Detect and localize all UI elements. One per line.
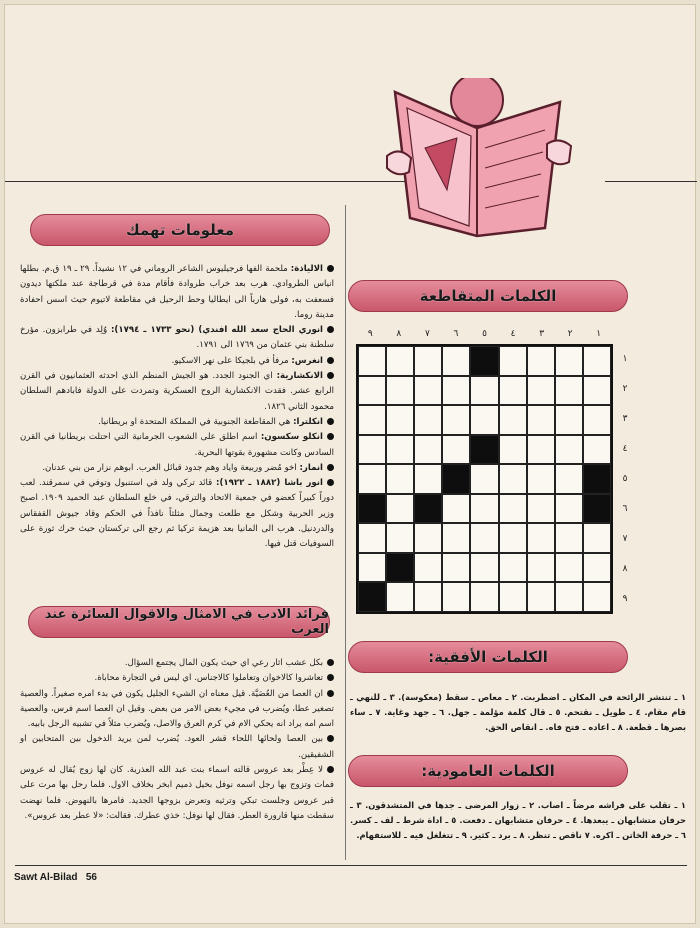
info-text: مرفأ في بلجيكا على نهر الاسكيو. <box>171 355 292 366</box>
across-heading-banner <box>348 641 628 673</box>
bullet-icon <box>327 265 334 272</box>
column-number: ٣ <box>539 329 545 339</box>
crossword-cell[interactable] <box>555 464 583 494</box>
crossword-cell[interactable] <box>386 582 414 612</box>
row-number: ٢ <box>622 384 628 394</box>
crossword-grid <box>356 344 613 614</box>
crossword-heading: الكلمات المتقاطعة <box>419 287 557 305</box>
info-text: اي الجنود الجدد. هو الجيش المنظم الذي احدثه العثمانيون في القرن الرابع عشر. فقدت الانكشارية الروح العسكرية وتمردت على الدولة فابادهم السلطان محمود الثاني ١٨٢٦. <box>20 371 334 412</box>
crossword-cell[interactable] <box>386 523 414 553</box>
crossword-cell[interactable] <box>414 553 442 583</box>
proverbs-heading: فرائد الادب في الامثال والاقوال السائرة عند العرب <box>44 607 329 637</box>
bottom-rule <box>15 865 687 866</box>
bullet-icon <box>327 372 334 379</box>
crossword-cell[interactable] <box>583 346 611 376</box>
crossword-cell[interactable] <box>414 435 442 465</box>
info-term: انغرس: <box>291 355 323 366</box>
crossword-cell[interactable] <box>527 405 555 435</box>
crossword-cell[interactable] <box>527 494 555 524</box>
column-divider <box>345 205 346 860</box>
info-term: انكلترا: <box>293 416 323 427</box>
crossword-cell[interactable] <box>555 523 583 553</box>
info-term: انوري الحاج سعد الله افندي) (نحو ١٧٣٣ ـ ١٧٩٤): <box>110 325 324 336</box>
page-number: 56 <box>85 872 97 883</box>
row-number: ٨ <box>622 564 628 574</box>
crossword-cell[interactable] <box>583 582 611 612</box>
crossword-cell[interactable] <box>583 435 611 465</box>
crossword-cell[interactable] <box>470 553 498 583</box>
proverb-text: ان العصا من العُصَيَّة. قيل معناه ان الشيء الجليل يكون في بدء امره صغيراً. والعصية تصغير عطا، ويُضرب في مجيء بعض الامر من بعض. وقيل ان العصا اسم فرس، والعصية اسم امه يراد انه يحكي الام في كرم العرق والاصل، ويُضرب مثلاً في تشبيه الرجل بابيه. <box>20 688 334 730</box>
crossword-cell[interactable] <box>499 376 527 406</box>
crossword-cell[interactable] <box>414 376 442 406</box>
row-number: ١ <box>622 354 628 364</box>
proverb-item <box>20 687 334 733</box>
crossword-cell[interactable] <box>470 405 498 435</box>
bullet-icon <box>327 766 334 773</box>
crossword-cell[interactable] <box>386 435 414 465</box>
crossword-cell[interactable] <box>358 523 386 553</box>
black-cell <box>442 464 470 494</box>
crossword-cell[interactable] <box>499 464 527 494</box>
crossword-cell[interactable] <box>555 494 583 524</box>
crossword-cell[interactable] <box>386 464 414 494</box>
info-text: وُلِد في طرابزون. مؤرخ سلطنة بني عثمان من ١٧٦٩ الى ١٧٩١. <box>20 325 334 351</box>
row-number: ٥ <box>622 474 628 484</box>
top-rule-left <box>5 181 410 182</box>
black-cell <box>414 494 442 524</box>
crossword-cell[interactable] <box>442 494 470 524</box>
crossword-cell[interactable] <box>555 582 583 612</box>
proverb-text: بكل عشب اثار رعي اي حيث يكون المال يجتمع السؤال. <box>124 658 323 668</box>
magazine-name: Sawt Al-Bilad <box>14 872 78 883</box>
crossword-cell[interactable] <box>386 405 414 435</box>
info-item <box>20 262 334 323</box>
bullet-icon <box>327 433 334 440</box>
info-term: انور باشا (١٨٨٢ ـ ١٩٢٢): <box>216 478 323 489</box>
crossword-cell[interactable] <box>442 553 470 583</box>
crossword-column-numbers <box>356 329 613 341</box>
crossword-heading-banner <box>348 280 628 312</box>
crossword-cell[interactable] <box>442 582 470 612</box>
crossword-cell[interactable] <box>386 346 414 376</box>
info-item <box>20 430 334 461</box>
info-list <box>20 262 334 553</box>
crossword-cell[interactable] <box>499 346 527 376</box>
crossword-cell[interactable] <box>414 464 442 494</box>
column-number: ٤ <box>510 329 516 339</box>
black-cell <box>470 435 498 465</box>
bullet-icon <box>327 690 334 697</box>
crossword-cell[interactable] <box>555 553 583 583</box>
down-heading-banner <box>348 755 628 787</box>
bullet-icon <box>327 735 334 742</box>
crossword-cell[interactable] <box>499 435 527 465</box>
crossword-cell[interactable] <box>583 376 611 406</box>
bullet-icon <box>327 659 334 666</box>
crossword-cell[interactable] <box>470 494 498 524</box>
crossword-cell[interactable] <box>414 405 442 435</box>
crossword-cell[interactable] <box>414 346 442 376</box>
crossword-cell[interactable] <box>358 435 386 465</box>
proverbs-heading-banner <box>28 606 330 638</box>
proverb-text: بين العصا ولحائها اللحاء قشر العود. يُضرب لمن يريد الدخول بين المتحابين او الشفيقين. <box>20 734 334 760</box>
info-text: هي المقاطعة الجنوبية في المملكة المتحدة او بريطانيا. <box>98 416 294 427</box>
info-item <box>20 461 334 476</box>
proverbs-list <box>20 656 334 824</box>
crossword-cell[interactable] <box>499 582 527 612</box>
top-rule-right <box>605 181 697 182</box>
crossword-cell[interactable] <box>470 582 498 612</box>
crossword-cell[interactable] <box>499 405 527 435</box>
column-number: ٢ <box>567 329 573 339</box>
row-number: ٩ <box>622 594 628 604</box>
down-heading: الكلمات العامودية: <box>421 762 555 780</box>
info-item <box>20 415 334 430</box>
crossword-cell[interactable] <box>527 435 555 465</box>
crossword-cell[interactable] <box>414 582 442 612</box>
proverb-item <box>20 732 334 763</box>
crossword-cell[interactable] <box>442 435 470 465</box>
bullet-icon <box>327 464 334 471</box>
crossword-cell[interactable] <box>386 494 414 524</box>
crossword-cell[interactable] <box>358 376 386 406</box>
crossword-cell[interactable] <box>470 464 498 494</box>
crossword-cell[interactable] <box>527 464 555 494</box>
crossword-cell[interactable] <box>527 376 555 406</box>
crossword-cell[interactable] <box>442 523 470 553</box>
crossword-cell[interactable] <box>358 346 386 376</box>
crossword-row-numbers <box>618 344 632 614</box>
proverb-item <box>20 763 334 824</box>
crossword-cell[interactable] <box>442 346 470 376</box>
black-cell <box>358 494 386 524</box>
bullet-icon <box>327 418 334 425</box>
info-heading-banner <box>30 214 330 246</box>
info-item <box>20 476 334 552</box>
info-text: ملحمة الفها فرجيليوس الشاعر الروماني في ١٢ نشيداً. ٢٩ ـ ١٩ ق.م. بطلها انياس الطروادي. هرب بعد خراب طروادة فأقام مدة في قرطاجة عند ملكتها ديدون فسعفت به، فولى هارباً الى ايطاليا وحط الرحيل في مقاطعة لاتيوم حيث اسس احفادة مدينة روما. <box>20 264 334 320</box>
row-number: ٧ <box>622 534 628 544</box>
crossword-cell[interactable] <box>414 523 442 553</box>
info-text: قائد تركي ولد في استنبول وتوفي في سمرقند. لعب دوراً كبيراً كعضو في جمعية الاتحاد والترقي، في خلع السلطان عبد الحميد ١٩٠٩. اصبح وزير الحربية وشكل مع طلعت وجمال مثلثاً نافذاً في الحكم وقاد جيوش القفقاس والدردنيل. هرب الى المانيا بعد هزيمة تركيا ثم رجع الى تركستان حيث حرك ثورة على السوفيات قتل فيها. <box>20 478 335 550</box>
bullet-icon <box>327 326 334 333</box>
column-number: ٩ <box>367 329 373 339</box>
info-term: انكلو سكسون: <box>260 432 323 443</box>
across-clues: ١ ـ تنتشر الرائحة في المكان ـ اضطربت. ٢ ـ معاص ـ سقط (معكوسة). ٣ ـ للنهي ـ قام مقام. ٤ ـ طويل ـ نقتحم. ٥ ـ قال كلمة مؤلمة ـ جهل. ٦ ـ جهد وغاية. ٧ ـ ساء بصرها ـ قطعة. ٨ ـ اعاده ـ فتح فاه. ـ انقاص الحق. <box>350 692 687 732</box>
info-item <box>20 323 334 354</box>
column-number: ٧ <box>424 329 430 339</box>
across-heading: الكلمات الأفقية: <box>428 648 548 666</box>
column-number: ٨ <box>396 329 402 339</box>
crossword-cell[interactable] <box>527 582 555 612</box>
crossword-cell[interactable] <box>555 405 583 435</box>
crossword-cell[interactable] <box>499 523 527 553</box>
crossword-cell[interactable] <box>555 435 583 465</box>
crossword-cell[interactable] <box>527 346 555 376</box>
page-footer <box>14 872 97 883</box>
info-text: اخو مُضر وربيعة واياد وهم جدود قبائل العرب. ابوهم نزار من بني عدنان. <box>42 462 300 473</box>
row-number: ٤ <box>622 444 628 454</box>
info-term: الانكشارية: <box>276 371 323 382</box>
black-cell <box>358 582 386 612</box>
crossword-cell[interactable] <box>470 376 498 406</box>
crossword-cell[interactable] <box>527 523 555 553</box>
column-number: ١ <box>596 329 602 339</box>
crossword-cell[interactable] <box>442 405 470 435</box>
black-cell <box>583 494 611 524</box>
crossword-cell[interactable] <box>583 523 611 553</box>
crossword-cell[interactable] <box>358 553 386 583</box>
bullet-icon <box>327 479 334 486</box>
bullet-icon <box>327 674 334 681</box>
crossword-cell[interactable] <box>583 553 611 583</box>
down-clues: ١ ـ تقلب على فراشه مرضاً ـ اصاب. ٢ ـ زوار المرضى ـ جدها في المتشدقون. ٣ ـ حرفان متشابهان ـ يبعدها. ٤ ـ حرفان متشابهان ـ دفعت. ٥ ـ اداة شرط ـ لف ـ كسر. ٦ ـ حرفة الخاتن ـ اكره. ٧ ناقص ـ تنظر. ٨ ـ برد ـ كثير. ٩ ـ تتغلغل فيه ـ للاستفهام. <box>350 800 686 840</box>
crossword-cell[interactable] <box>555 376 583 406</box>
column-number: ٦ <box>453 329 459 339</box>
info-term: انمار: <box>299 462 323 473</box>
newspaper-reader-illustration <box>385 78 575 243</box>
crossword-cell[interactable] <box>386 376 414 406</box>
crossword-cell[interactable] <box>555 346 583 376</box>
black-cell <box>470 346 498 376</box>
proverb-text: تعاشروا كالاخوان وتعاملوا كالاجناس. اي ليس في التجارة محاباة. <box>94 673 323 684</box>
crossword-cell[interactable] <box>358 405 386 435</box>
crossword-cell[interactable] <box>499 553 527 583</box>
info-term: الالياذة: <box>290 264 324 274</box>
bullet-icon <box>327 357 334 364</box>
crossword-cell[interactable] <box>583 405 611 435</box>
crossword-cell[interactable] <box>470 523 498 553</box>
info-heading: معلومات تهمك <box>125 221 235 239</box>
proverb-item <box>20 671 334 686</box>
black-cell <box>583 464 611 494</box>
crossword-cell[interactable] <box>527 553 555 583</box>
crossword-cell[interactable] <box>358 464 386 494</box>
info-text: اسم اطلق على الشعوب الجرمانية التي احتلت بريطانيا في القرن السادس وكانت مشهورة بقوتها البحرية. <box>20 432 334 458</box>
info-item <box>20 369 334 415</box>
crossword-cell[interactable] <box>499 494 527 524</box>
row-number: ٦ <box>622 504 628 514</box>
column-number: ٥ <box>482 329 487 339</box>
row-number: ٣ <box>622 414 628 424</box>
crossword-cell[interactable] <box>442 376 470 406</box>
black-cell <box>386 553 414 583</box>
proverb-text: لا عِطْر بعد عروس قالته اسماء بنت عبد الله العذرية. كان لها زوج يُقال له عروس فمات وتزوج بها رجل اسمه نوفل بخيل ذميم ابخر بخلاف الاول. فلما رحل بها مرت على قبر عروس وجلست تبكي وترثيه وتعرض بزوجها الجديد. فامرها بالنهوض. فلما نهضت سقطت منها قارورة العطر. فقال لها نوفل: خذي عطرك. فقالت: «لا عطر بعد عروس». <box>20 765 334 821</box>
proverb-item <box>20 656 334 671</box>
info-item <box>20 354 334 369</box>
